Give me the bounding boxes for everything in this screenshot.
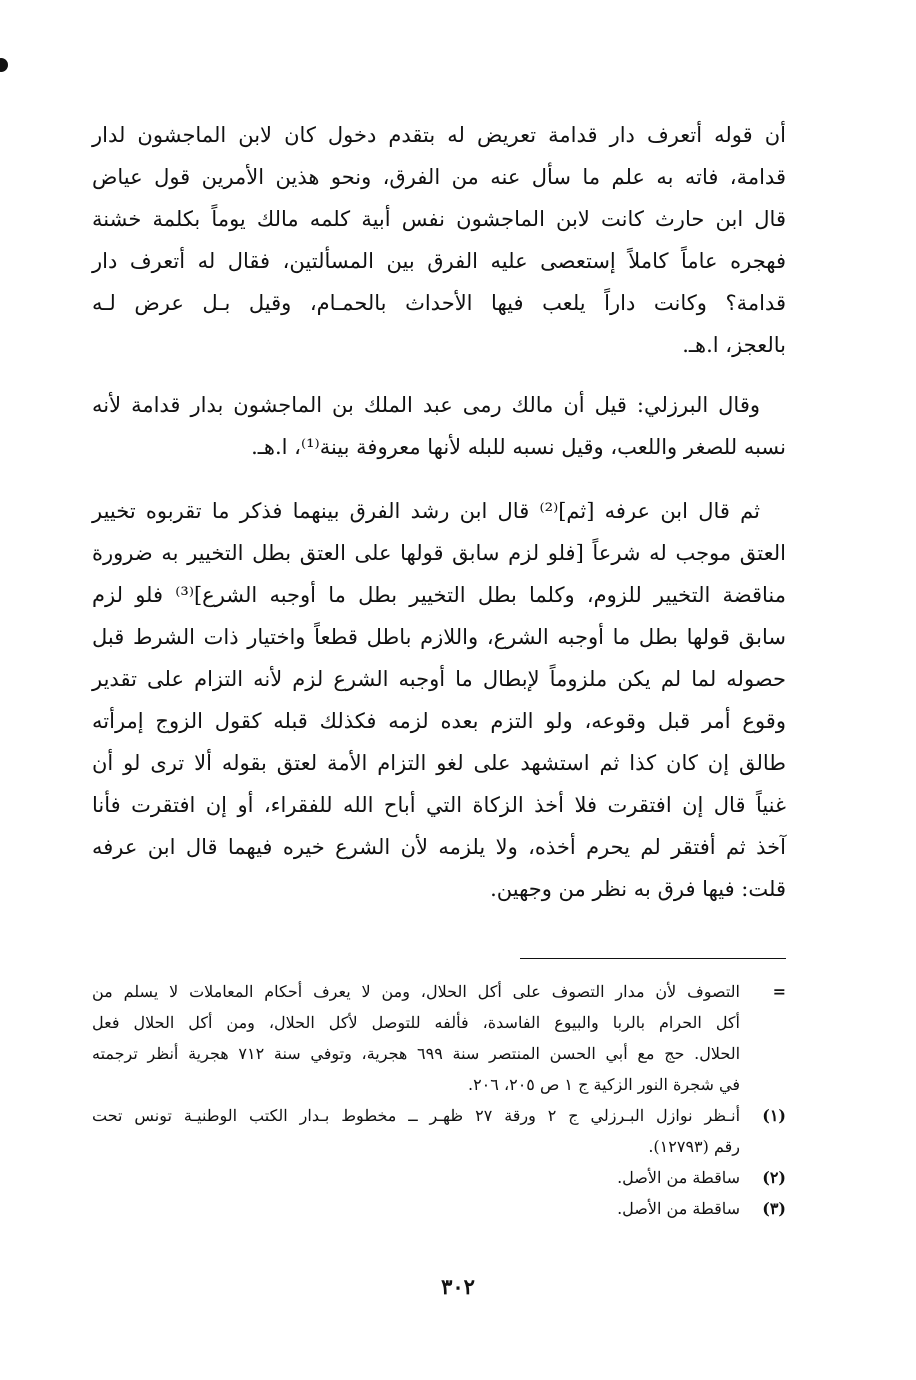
footnote-line: ساقطة من الأصل. — [617, 1199, 740, 1218]
text-line: قدامة؟ وكانت داراً يلعب فيها الأحداث بالحمـام، وقيل بـل عرض لـه — [92, 291, 786, 315]
footnote-2 — [92, 1162, 786, 1193]
footnote-3 — [92, 1193, 786, 1224]
text-line: بالعجز، ا.هـ. — [682, 333, 786, 357]
text-line: قال ابن حارث كانت لابن الماجشون نفس أبية كلمه مالك يوماً بكلمة خشنة — [92, 207, 786, 231]
text-line: سابق قولها بطل ما أوجبه الشرع، واللازم باطل قطعاً واختيار ذات الشرط قبل — [92, 625, 786, 649]
footnote-line: رقم (١٢٧٩٣). — [648, 1137, 740, 1156]
paragraph-3 — [92, 490, 786, 910]
footnote-text — [92, 1162, 740, 1193]
text-line: مناقضة التخيير للزوم، وكلما بطل التخيير بطل ما أوجبه الشرع]⁽³⁾ فلو لزم — [92, 583, 786, 607]
footnote-mark: (٢) — [762, 1168, 786, 1187]
text-line: نسبه للصغر واللعب، وقيل نسبه للبله لأنها معروفة بينة⁽¹⁾، ا.هـ. — [251, 435, 786, 459]
footnote-mark: (٣) — [762, 1199, 786, 1218]
text-line: أن قوله أتعرف دار قدامة تعريض له بتقدم دخول كان لابن الماجشون لدار — [92, 123, 786, 147]
footnote-divider — [520, 958, 786, 959]
paragraph-1 — [92, 114, 786, 366]
footnote-line: ساقطة من الأصل. — [617, 1168, 740, 1187]
footnote-mark: = — [772, 982, 786, 1001]
footnote-text — [92, 976, 740, 1100]
scan-edge-mark — [0, 58, 8, 72]
text-line: ثم قال ابن عرفه [ثم]⁽²⁾ قال ابن رشد الفرق بينهما فذكر ما تقربوه تخيير — [92, 499, 760, 523]
page-number: ٣٠٢ — [441, 1274, 475, 1299]
text-line: العتق موجب له شرعاً [فلو لزم سابق قولها على العتق بطل التخيير به ضرورة — [92, 541, 786, 565]
main-text — [92, 114, 786, 910]
footnote-line: في شجرة النور الزكية ج ١ ص ٢٠٥، ٢٠٦. — [467, 1075, 740, 1094]
text-line: وقال البرزلي: قيل أن مالك رمى عبد الملك بن الماجشون بدار قدامة لأنه — [92, 393, 760, 417]
text-line: آخذ ثم أفتقر لم يحرم أخذه، ولا يلزمه لأن الشرع خيره فيهما قال ابن عرفه — [92, 835, 786, 859]
text-line: فهجره عاماً كاملاً إستعصى عليه الفرق بين المسألتين، فقال له أتعرف دار — [92, 249, 786, 273]
text-line: وقوع أمر قبل وقوعه، ولو التزم بعده لزمه فكذلك قبله كقول الزوج إمرأته — [92, 709, 786, 733]
footnote-line: التصوف لأن مدار التصوف على أكل الحلال، ومن لا يعرف أحكام المعاملات لا يسلم من — [92, 982, 741, 1001]
footnote-text — [92, 1100, 740, 1162]
footnote-continued — [92, 976, 786, 1100]
footnotes — [92, 976, 786, 1224]
footnote-line: الحلال. حج مع أبي الحسن المنتصر سنة ٦٩٩ هجرية، وتوفي سنة ٧١٢ هجرية أنظر ترجمته — [92, 1044, 741, 1063]
footnote-line: أنـظر نوازل البـرزلي ج ٢ ورقة ٢٧ ظهـر ــ مخطوط بـدار الكتب الوطنيـة تونس تحت — [92, 1106, 741, 1125]
footnote-text — [92, 1193, 740, 1224]
text-line: قلت: فيها فرق به نظر من وجهين. — [490, 877, 786, 901]
footnote-mark: (١) — [762, 1106, 786, 1125]
text-line: حصوله لما لم يكن ملزوماً لإبطال ما أوجبه الشرع لزم لأنه التزام على تقدير — [92, 667, 786, 691]
text-line: غنياً قال إن افتقرت فلا أخذ الزكاة التي أباح الله للفقراء، أو إن افتقرت فأنا — [92, 793, 786, 817]
text-line: طالق إن كان كذا ثم استشهد على لغو التزام الأمة لعتق بقوله ألا ترى لو أن — [92, 751, 786, 775]
footnote-1 — [92, 1100, 786, 1162]
paragraph-2 — [92, 384, 786, 468]
footnote-line: أكل الحرام بالربا والبيوع الفاسدة، فألفه للتوصل لأكل الحلال، ومن أكل الحلال فعل — [92, 1013, 740, 1032]
text-line: قدامة، فاته به علم ما سأل عنه من الفرق، ونحو هذين الأمرين قول عياض — [92, 165, 786, 189]
